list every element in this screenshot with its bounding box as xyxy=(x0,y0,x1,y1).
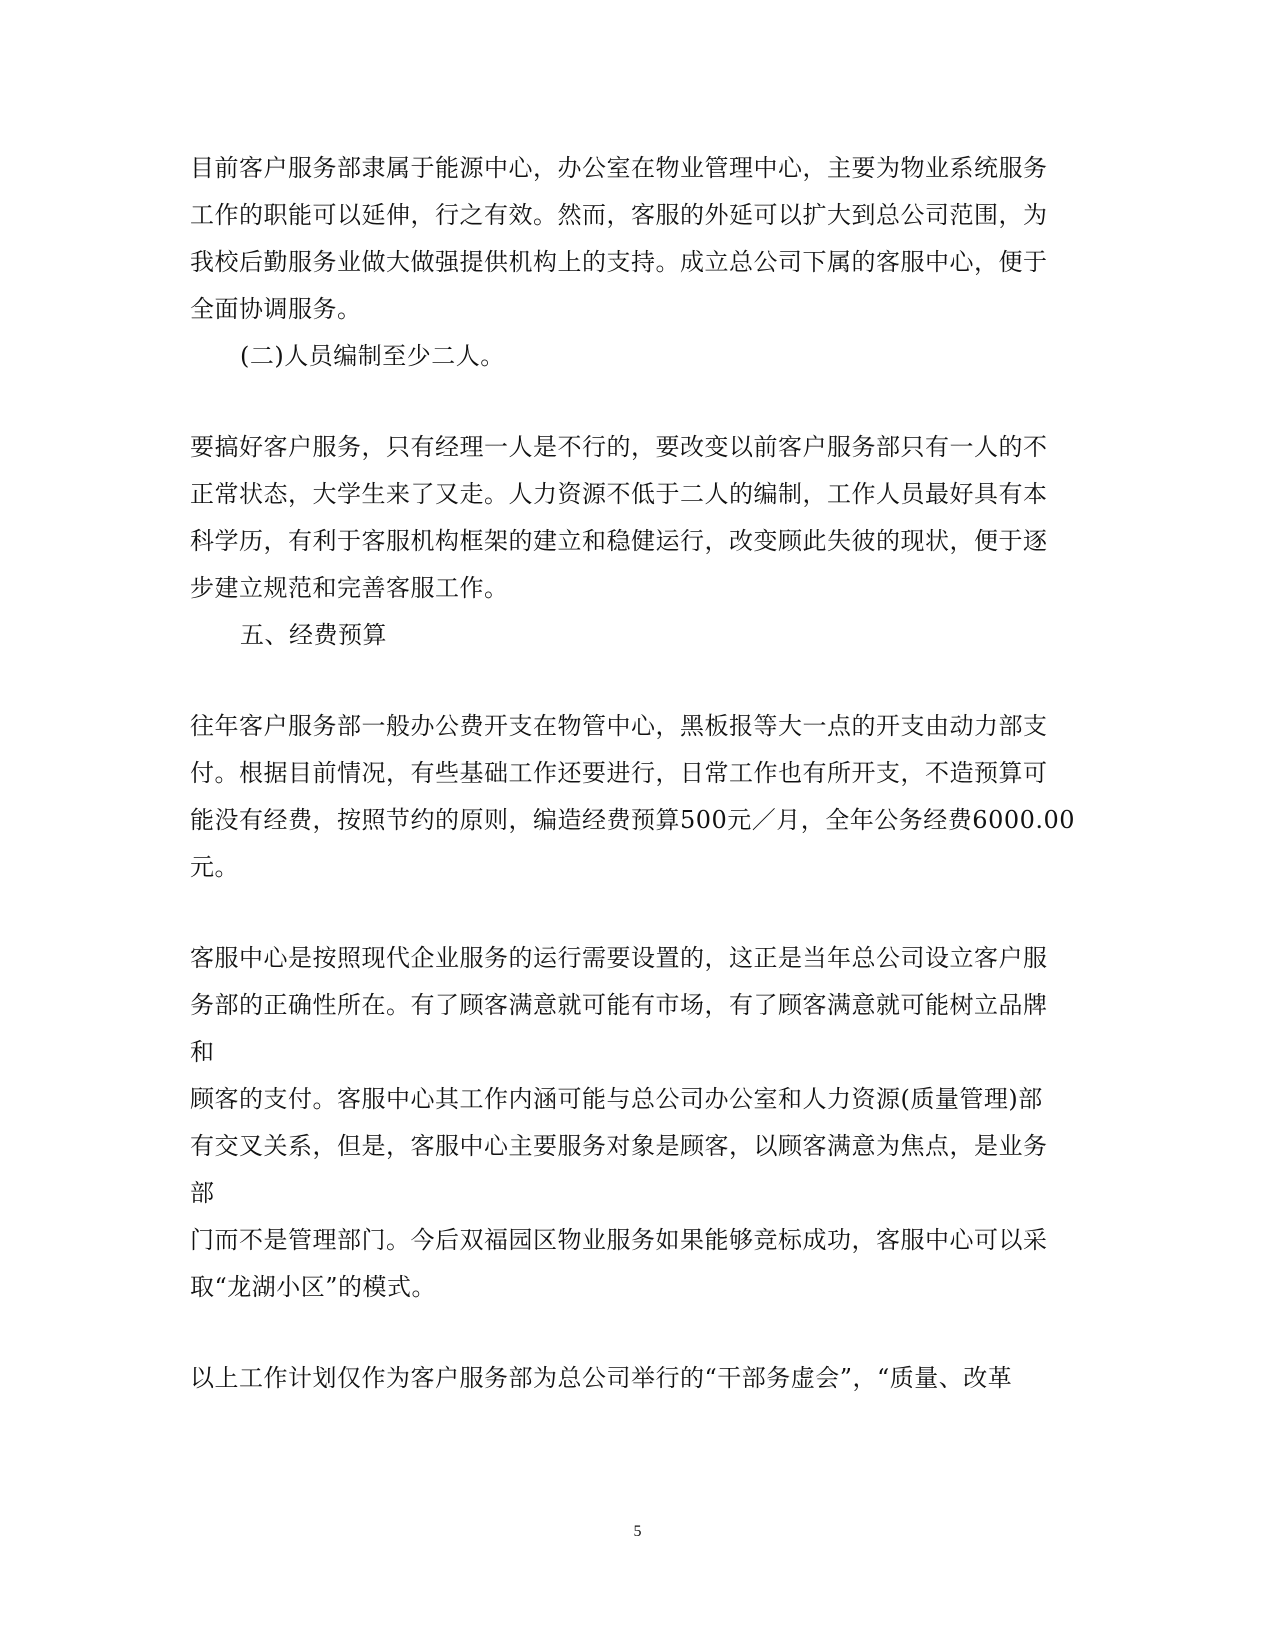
text-line: 取“龙湖小区”的模式。 xyxy=(190,1273,437,1301)
text-line: 要搞好客户服务，只有经理一人是不行的，要改变以前客户服务部只有一人的不 xyxy=(190,433,1048,461)
section-heading: 五、经费预算 xyxy=(240,621,387,649)
text-line: 目前客户服务部隶属于能源中心，办公室在物业管理中心，主要为物业系统服务 xyxy=(190,154,1048,182)
text-line: 全面协调服务。 xyxy=(190,295,362,323)
text-line: 元。 xyxy=(190,853,239,881)
text-line: 科学历，有利于客服机构框架的建立和稳健运行，改变顾此失彼的现状，便于逐 xyxy=(190,527,1048,555)
page-number: 5 xyxy=(633,1523,642,1540)
text-line: 部 xyxy=(190,1179,215,1207)
text-line: 客服中心是按照现代企业服务的运行需要设置的，这正是当年总公司设立客户服 xyxy=(190,944,1048,972)
subsection-heading: (二)人员编制至少二人。 xyxy=(240,342,505,370)
text-line: 务部的正确性所在。有了顾客满意就可能有市场，有了顾客满意就可能树立品牌 xyxy=(190,991,1048,1019)
text-line: 有交叉关系，但是，客服中心主要服务对象是顾客，以顾客满意为焦点，是业务 xyxy=(190,1132,1048,1160)
text-line: 以上工作计划仅作为客户服务部为总公司举行的“干部务虚会”，“质量、改革 xyxy=(190,1364,1013,1392)
text-line: 正常状态，大学生来了又走。人力资源不低于二人的编制，工作人员最好具有本 xyxy=(190,480,1048,508)
text-line: 能没有经费，按照节约的原则，编造经费预算500元／月，全年公务经费6000.00 xyxy=(190,806,1076,834)
text-line: 顾客的支付。客服中心其工作内涵可能与总公司办公室和人力资源(质量管理)部 xyxy=(190,1085,1043,1113)
text-line: 步建立规范和完善客服工作。 xyxy=(190,574,509,602)
text-line: 付。根据目前情况，有些基础工作还要进行，日常工作也有所开支，不造预算可 xyxy=(190,759,1048,787)
text-line: 工作的职能可以延伸，行之有效。然而，客服的外延可以扩大到总公司范围，为 xyxy=(190,201,1048,229)
text-line: 往年客户服务部一般办公费开支在物管中心，黑板报等大一点的开支由动力部支 xyxy=(190,712,1048,740)
text-line: 和 xyxy=(190,1038,215,1066)
text-line: 我校后勤服务业做大做强提供机构上的支持。成立总公司下属的客服中心，便于 xyxy=(190,248,1048,276)
text-line: 门而不是管理部门。今后双福园区物业服务如果能够竞标成功，客服中心可以采 xyxy=(190,1226,1048,1254)
